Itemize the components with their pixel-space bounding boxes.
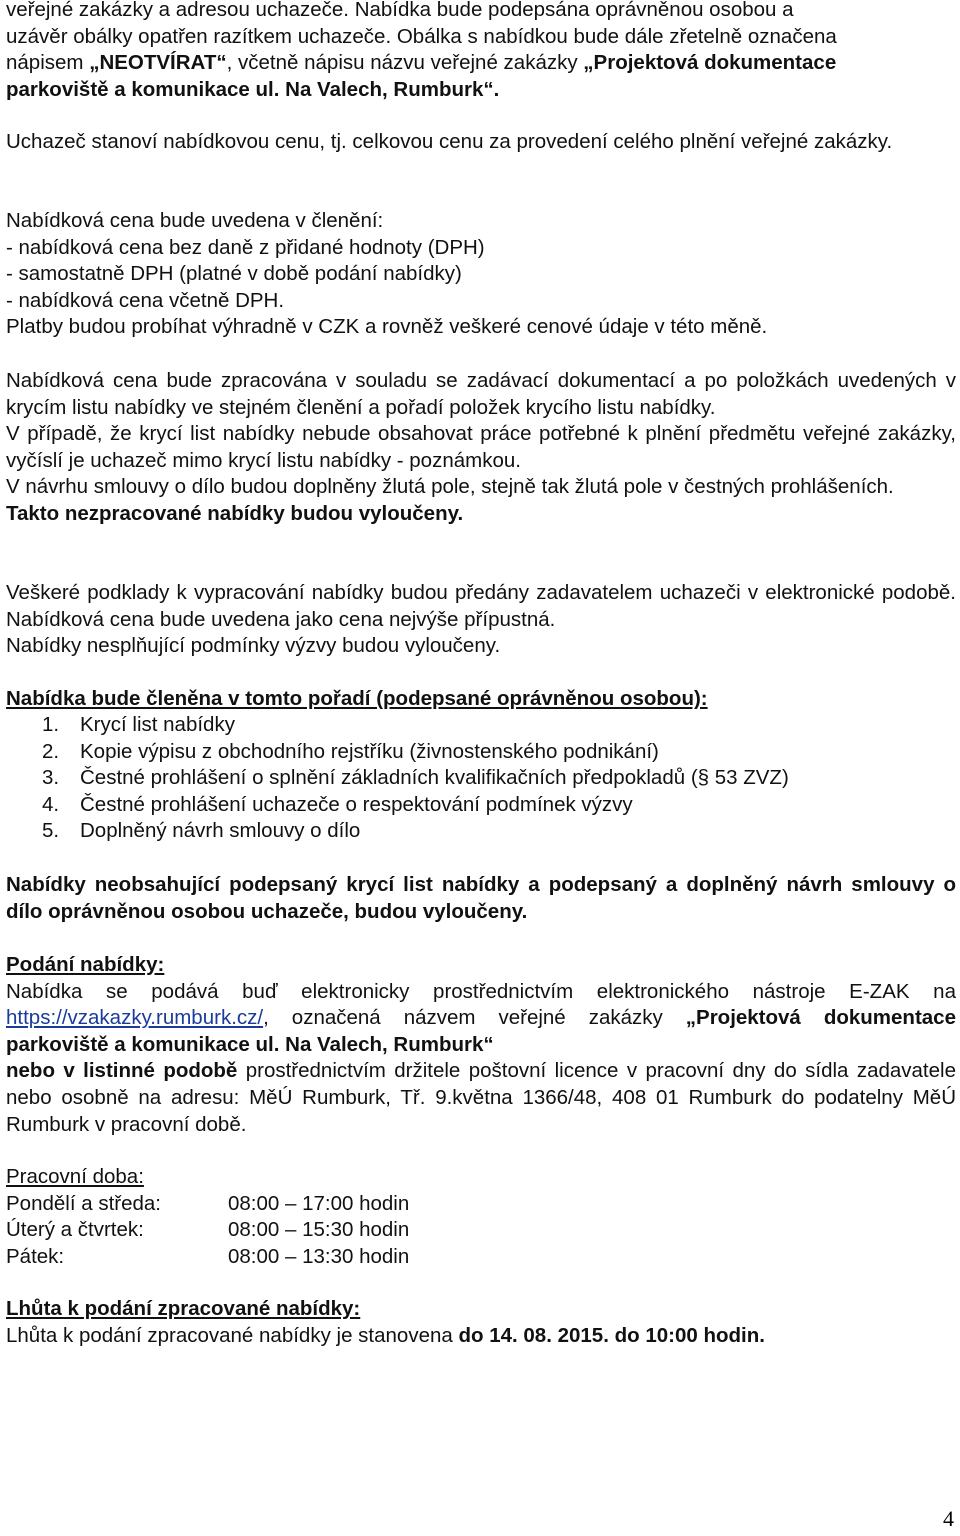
list-item-number: 4.: [42, 792, 60, 816]
hours-row: [6, 1244, 956, 1271]
list-item: [42, 739, 942, 766]
ezak-link[interactable]: https://vzakazky.rumburk.cz/: [6, 1006, 264, 1030]
submission-paper-label: nebo v listinné podobě: [6, 1059, 238, 1083]
list-item-text: Čestné prohlášení o splnění základních kvalifikačních předpokladů (§ 53 ZVZ): [80, 766, 789, 790]
list-item-number: 3.: [42, 766, 60, 790]
list-item-number: 2.: [42, 739, 60, 763]
hours-day: Pátek:: [6, 1244, 65, 1268]
project-title-part-2: parkoviště a komunikace ul. Na Valech, Rumburk“.: [6, 77, 500, 101]
submission-text-1: Nabídka se podává buď elektronicky prostřednictvím elektronického nástroje E-ZAK na: [6, 979, 956, 1003]
submission-section: [6, 952, 956, 1138]
office-hours: [6, 1164, 956, 1270]
order-heading: [6, 686, 956, 713]
documents-paragraph: Veškeré podklady k vypracování nabídky budou předány zadavatelem uchazeči v elektronické podobě. Nabídková cena bude uvedena jako cena nejvýše přípustná.: [6, 581, 956, 631]
order-heading-text: Nabídka bude členěna v tomto pořadí (podepsané oprávněnou osobou):: [6, 687, 708, 710]
list-item-text: Doplněný návrh smlouvy o dílo: [80, 819, 361, 843]
intro-line-3c: , včetně nápisu názvu veřejné zakázky: [226, 51, 584, 75]
deadline-text: Lhůta k podání zpracované nabídky je stanovena: [6, 1323, 459, 1347]
intro-line-2: uzávěr obálky opatřen razítkem uchazeče. Obálka s nabídkou bude dále zřetelně označena: [6, 24, 837, 48]
submission-heading: Podání nabídky:: [6, 953, 165, 976]
hours-time: 08:00 – 13:30 hodin: [228, 1244, 410, 1268]
list-item-text: Kopie výpisu z obchodního rejstříku (živnostenského podnikání): [80, 739, 659, 763]
list-item: [42, 712, 942, 739]
price-breakdown: [6, 208, 956, 341]
list-item-text: Krycí list nabídky: [80, 713, 235, 736]
hours-row: [6, 1217, 956, 1244]
hours-day: Úterý a čtvrtek:: [6, 1218, 144, 1242]
price-item: - samostatně DPH (platné v době podání nabídky): [6, 262, 462, 286]
intro-paragraph: [6, 0, 956, 103]
exclusion-paragraph: [6, 872, 956, 925]
hours-time: 08:00 – 17:00 hodin: [228, 1191, 410, 1215]
page-number: 4: [943, 1506, 954, 1531]
price-intro: Uchazeč stanoví nabídkovou cenu, tj. celkovou cenu za provedení celého plnění veřejné zakázky.: [6, 130, 893, 153]
hours-row: [6, 1191, 956, 1218]
price-item: - nabídková cena bez daně z přidané hodnoty (DPH): [6, 235, 485, 259]
hours-day: Pondělí a středa:: [6, 1191, 161, 1215]
list-item-number: 5.: [42, 819, 60, 843]
processing-paragraph-1: Nabídková cena bude zpracována v souladu se zadávací dokumentací a po položkách uvedených v krycím listu nabídky ve stejném členění a pořadí položek krycího listu nabídky.: [6, 369, 956, 419]
price-breakdown-heading: Nabídková cena bude uvedena v členění:: [6, 209, 384, 232]
hours-time: 08:00 – 15:30 hodin: [228, 1218, 410, 1242]
documents-section: [6, 580, 956, 660]
deadline-section: [6, 1296, 956, 1349]
deadline-date: do 14. 08. 2015. do 10:00 hodin.: [458, 1323, 765, 1347]
list-item-text: Čestné prohlášení uchazeče o respektování podmínek výzvy: [80, 792, 633, 816]
document-page: [6, 0, 956, 1536]
submission-text-2: , označená názvem veřejné zakázky: [263, 1006, 686, 1030]
order-list: [42, 712, 942, 845]
intro-line-3a: nápisem: [6, 51, 90, 75]
deadline-heading: Lhůta k podání zpracované nabídky:: [6, 1297, 361, 1320]
intro-line-1: veřejné zakázky a adresou uchazeče. Nabídka bude podepsána oprávněnou osobou a: [6, 0, 794, 21]
neotvirat-label: „NEOTVÍRAT“: [89, 51, 227, 75]
submission-project-title: „Projektová dokumentace parkoviště a komunikace ul. Na Valech, Rumburk“: [6, 1006, 956, 1056]
list-item-number: 1.: [42, 713, 60, 736]
processing-paragraph-2: V případě, že krycí list nabídky nebude obsahovat práce potřebné k plnění předmětu veřejné zakázky, vyčíslí je uchazeč mimo krycí listu nabídky - poznámkou.: [6, 422, 956, 472]
exclusion-warning: Takto nezpracované nabídky budou vyloučeny.: [6, 501, 464, 525]
list-item: [42, 765, 942, 792]
price-item: - nabídková cena včetně DPH.: [6, 288, 285, 312]
project-title-part-1: „Projektová dokumentace: [583, 51, 837, 75]
currency-note: Platby budou probíhat výhradně v CZK a rovněž veškeré cenové údaje v této měně.: [6, 315, 768, 339]
conditions-note: Nabídky nesplňující podmínky výzvy budou vyloučeny.: [6, 634, 501, 658]
submission-text-5: prostřednictvím držitele poštovní licence v pracovní dny do sídla zadavatele nebo osobně na adresu: MěÚ Rumburk, Tř. 9.května 1366/48, 408 01 Rumburk do podatelny MěÚ Rumburk v pracovní době.: [6, 1059, 956, 1136]
exclusion-text: Nabídky neobsahující podepsaný krycí list nabídky a podepsaný a doplněný návrh smlouvy o dílo oprávněnou osobou uchazeče, budou vyloučeny.: [6, 873, 956, 923]
list-item: [42, 818, 942, 845]
list-item: [42, 792, 942, 819]
processing-section: [6, 368, 956, 528]
office-hours-heading: Pracovní doba:: [6, 1165, 144, 1188]
processing-paragraph-3: V návrhu smlouvy o dílo budou doplněny žlutá pole, stejně tak žlutá pole v čestných prohlášeních.: [6, 475, 894, 499]
